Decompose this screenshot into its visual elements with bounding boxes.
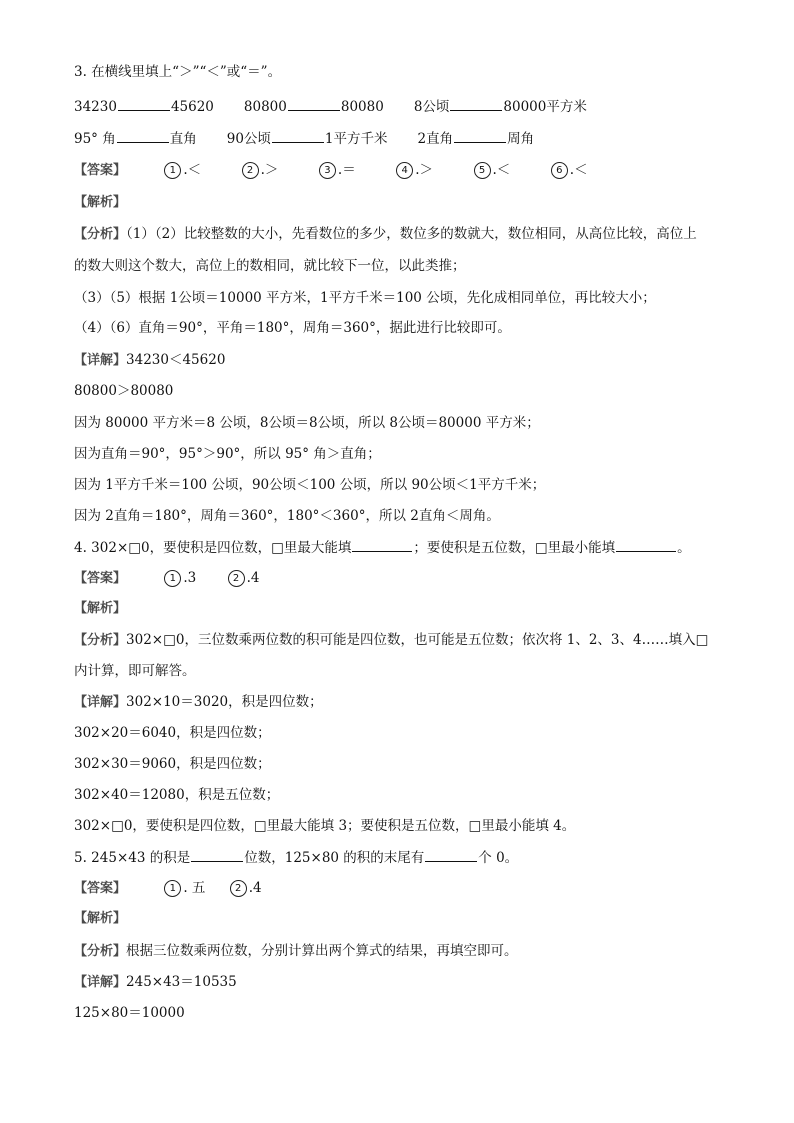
q3-answer-3: 3 .＝ [319, 160, 358, 180]
q3-detail-3: 因为 80000 平方米＝8 公顷，8公顷＝8公顷，所以 8公顷＝80000 平方米； [74, 415, 540, 431]
q3-r2-a: 95° 角 [74, 131, 116, 147]
q3-r1-c: 80800 [243, 99, 287, 115]
q3-r1-f: 80000平方米 [503, 99, 587, 115]
q3-detail-5: 因为 1平方千米＝100 公顷，90公顷＜100 公顷，所以 90公顷＜1平方千米； [74, 477, 546, 493]
q5-detail-1: 【详解】245×43＝10535 [74, 974, 237, 990]
q5-detail-tag: 【详解】 [74, 975, 127, 990]
q3-analysis-4: （4）（6）直角＝90°，平角＝180°，周角＝360°，据此进行比较即可。 [74, 320, 511, 336]
q3-detail-tag: 【详解】 [74, 353, 127, 368]
q3-answer-row [74, 160, 734, 180]
q3-r2-b: 直角 [169, 131, 197, 147]
q4-detail-tag: 【详解】 [74, 695, 127, 710]
q4-answer-2: 2 .4 [228, 568, 267, 588]
q3-analysis-3: （3）（5）根据 1公顷＝10000 平方米，1平方千米＝100 公顷，先化成相同单位，再比较大小； [74, 290, 656, 306]
q4-detail-4: 302×40＝12080，积是五位数； [74, 787, 280, 803]
q4-analysis-2: 内计算，即可解答。 [74, 663, 196, 679]
q3-detail-1: 【详解】34230＜45620 [74, 352, 226, 368]
q4-detail-1: 【详解】302×10＝3020，积是四位数； [74, 694, 323, 710]
q5-detail-2: 125×80＝10000 [74, 1005, 185, 1021]
q3-r2-f: 周角 [507, 131, 535, 147]
q3-r2-e: 2直角 [417, 131, 454, 147]
q3-blank-6[interactable] [454, 128, 506, 143]
q4-detail-2: 302×20＝6040，积是四位数； [74, 725, 271, 741]
q3-answer-2: 2 .＞ [242, 160, 281, 180]
q4-jiexi: 【解析】 [74, 601, 127, 616]
q3-r1-d: 80080 [340, 99, 384, 115]
q3-answer-5: 5 .＜ [474, 160, 513, 180]
q3-row2 [74, 128, 734, 148]
q3-analysis-2: 的数大则这个数大，高位上的数相同，就比较下一位，以此类推； [74, 258, 466, 274]
q3-detail-6: 因为 2直角＝180°，周角＝360°，180°＜360°，所以 2直角＜周角。 [74, 508, 500, 524]
q3-row1 [74, 96, 734, 116]
q3-r1-a: 34230 [74, 99, 117, 115]
q5-jiexi: 【解析】 [74, 911, 127, 926]
q3-answer-tag: 【答案】 [74, 163, 127, 178]
q5-answer-row [74, 878, 734, 898]
q3-r1-e: 8公顷 [413, 99, 450, 115]
q3-r2-d: 1平方千米 [324, 131, 388, 147]
q3-jiexi: 【解析】 [74, 195, 127, 210]
q4-answer-row [74, 568, 734, 588]
q4-answer-1: 1 .3 [164, 568, 203, 588]
q4-blank-2[interactable] [616, 537, 676, 552]
q4-analysis-tag: 【分析】 [74, 633, 127, 648]
q3-title: 3. 在横线里填上“＞”“＜”或“＝”。 [74, 64, 282, 80]
q3-blank-4[interactable] [117, 128, 169, 143]
q4-blank-1[interactable] [352, 537, 412, 552]
q5-analysis-1: 【分析】根据三位数乘两位数，分别计算出两个算式的结果，再填空即可。 [74, 943, 518, 959]
q3-blank-5[interactable] [272, 128, 324, 143]
q3-blank-1[interactable] [118, 96, 170, 111]
q3-blank-2[interactable] [288, 96, 340, 111]
q3-analysis-1: 【分析】（1）（2）比较整数的大小，先看数位的多少，数位多的数就大，数位相同，从高位比较，高位上 [74, 226, 697, 242]
q3-answer-1: 1 .＜ [164, 160, 203, 180]
q3-answer-4: 4 .＞ [396, 160, 435, 180]
q3-blank-3[interactable] [450, 96, 502, 111]
q5-title: 5. 245×43 的积是 位数，125×80 的积的末尾有 个 0。 [74, 847, 734, 867]
q5-blank-1[interactable] [191, 847, 243, 862]
q4-answer-tag: 【答案】 [74, 571, 127, 586]
q3-answer-6: 6 .＜ [551, 160, 590, 180]
q5-analysis-tag: 【分析】 [74, 944, 127, 959]
q3-detail-4: 因为直角＝90°，95°＞90°，所以 95° 角＞直角； [74, 446, 381, 462]
q5-answer-1: 1 . 五 [164, 878, 205, 898]
q4-analysis-1: 【分析】302×□0，三位数乘两位数的积可能是四位数，也可能是五位数；依次将 1、2、3、4……填入□ [74, 632, 709, 648]
q5-blank-2[interactable] [425, 847, 477, 862]
q3-r2-c: 90公顷 [226, 131, 271, 147]
q3-analysis-tag: 【分析】 [74, 227, 127, 242]
q3-r1-b: 45620 [170, 99, 214, 115]
q5-answer-tag: 【答案】 [74, 881, 127, 896]
q5-answer-2: 2 .4 [230, 878, 269, 898]
q4-detail-3: 302×30＝9060，积是四位数； [74, 756, 271, 772]
q3-detail-2: 80800＞80080 [74, 383, 174, 399]
q4-title: 4. 302×□0，要使积是四位数，□里最大能填 ；要使积是五位数，□里最小能填 。 [74, 537, 734, 557]
q4-detail-5: 302×□0，要使积是四位数，□里最大能填 3；要使积是五位数，□里最小能填 4。 [74, 818, 576, 834]
